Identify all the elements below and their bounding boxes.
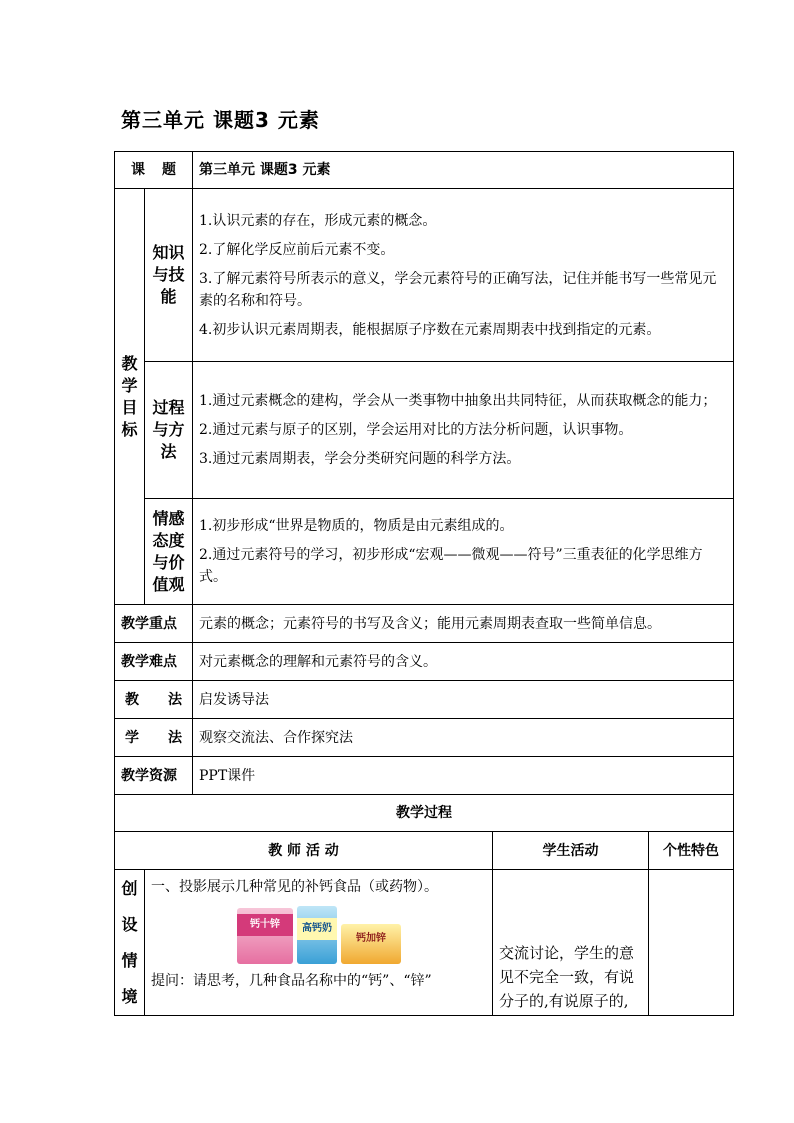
product-images [237, 906, 486, 964]
emotion-item: 2.通过元素符号的学习，初步形成“宏观——微观——符号”三重表征的化学思维方式。 [199, 547, 703, 585]
difficulties-value: 对元素概念的理解和元素符号的含义。 [193, 643, 734, 681]
process-items [193, 362, 734, 499]
knowledge-item: 1.认识元素的存在，形成元素的概念。 [199, 212, 437, 229]
emotion-item: 1.初步形成“世界是物质的，物质是由元素组成的。 [199, 518, 514, 534]
teacher-step-1: 一、投影展示几种常见的补钙食品（或药物）。 [151, 879, 438, 895]
student-activity-header: 学生活动 [493, 832, 649, 870]
difficulties-label: 教学难点 [115, 643, 193, 681]
key-points-row [115, 605, 734, 643]
learning-method-row [115, 719, 734, 757]
teacher-activity-header: 教 师 活 动 [115, 832, 493, 870]
goals-label: 教 学 目 标 [115, 189, 145, 605]
teaching-method-label: 教 法 [115, 681, 193, 719]
process-item: 2.通过元素与原子的区别，学会运用对比的方法分析问题，认识事物。 [199, 422, 633, 438]
knowledge-items [193, 189, 734, 362]
column-header-row [115, 832, 734, 870]
emotion-items [193, 499, 734, 605]
process-item: 3.通过元素周期表，学会分类研究问题的科学方法。 [199, 451, 521, 467]
calcium-milk-box-image: 高钙奶 [297, 906, 337, 964]
knowledge-item: 3.了解元素符号所表示的意义，学会元素符号的正确写法，记住并能书写一些常见元素的名称和符号。 [199, 270, 717, 309]
emotion-label: 情感 态度 与价 值观 [145, 499, 193, 605]
resources-value: PPT课件 [193, 757, 734, 795]
topic-label: 课 题 [115, 152, 193, 189]
learning-method-label: 学 法 [115, 719, 193, 757]
knowledge-item: 4.初步认识元素周期表，能根据原子序数在元素周期表中找到指定的元素。 [199, 321, 661, 338]
feature-cell [649, 870, 734, 1016]
teacher-activity-cell [145, 870, 493, 1016]
lesson-plan-table [114, 151, 734, 1016]
process-label: 过程 与方 法 [145, 362, 193, 499]
knowledge-label: 知识 与技 能 [145, 189, 193, 362]
teaching-process-header: 教学过程 [115, 795, 734, 832]
feature-header: 个性特色 [649, 832, 734, 870]
student-activity-cell: 交流讨论，学生的意见不完全一致，有说分子的,有说原子的, [493, 870, 649, 1016]
emotion-row [115, 499, 734, 605]
key-points-value: 元素的概念；元素符号的书写及含义；能用元素周期表查取一些简单信息。 [193, 605, 734, 643]
teaching-method-value: 启发诱导法 [193, 681, 734, 719]
key-points-label: 教学重点 [115, 605, 193, 643]
resources-label: 教学资源 [115, 757, 193, 795]
topic-row [115, 152, 734, 189]
difficulties-row [115, 643, 734, 681]
knowledge-item: 2.了解化学反应前后元素不变。 [199, 241, 395, 258]
knowledge-row [115, 189, 734, 362]
create-scenario-row [115, 870, 734, 1016]
learning-method-value: 观察交流法、合作探究法 [193, 719, 734, 757]
teacher-step-2: 提问：请思考，几种食品名称中的“钙”、“锌” [151, 973, 432, 989]
process-item: 1.通过元素概念的建构，学会从一类事物中抽象出共同特征，从而获取概念的能力； [199, 393, 717, 409]
process-header-row [115, 795, 734, 832]
teaching-method-row [115, 681, 734, 719]
calcium-plus-zinc-box-image: 钙加锌 [341, 924, 401, 964]
stage-label: 创 设 情 境 [115, 870, 145, 1016]
topic-value: 第三单元 课题3 元素 [193, 152, 734, 189]
resources-row [115, 757, 734, 795]
calcium-zinc-box-image: 钙十锌 [237, 908, 293, 964]
process-row [115, 362, 734, 499]
page-title: 第三单元 课题3 元素 [121, 108, 320, 132]
